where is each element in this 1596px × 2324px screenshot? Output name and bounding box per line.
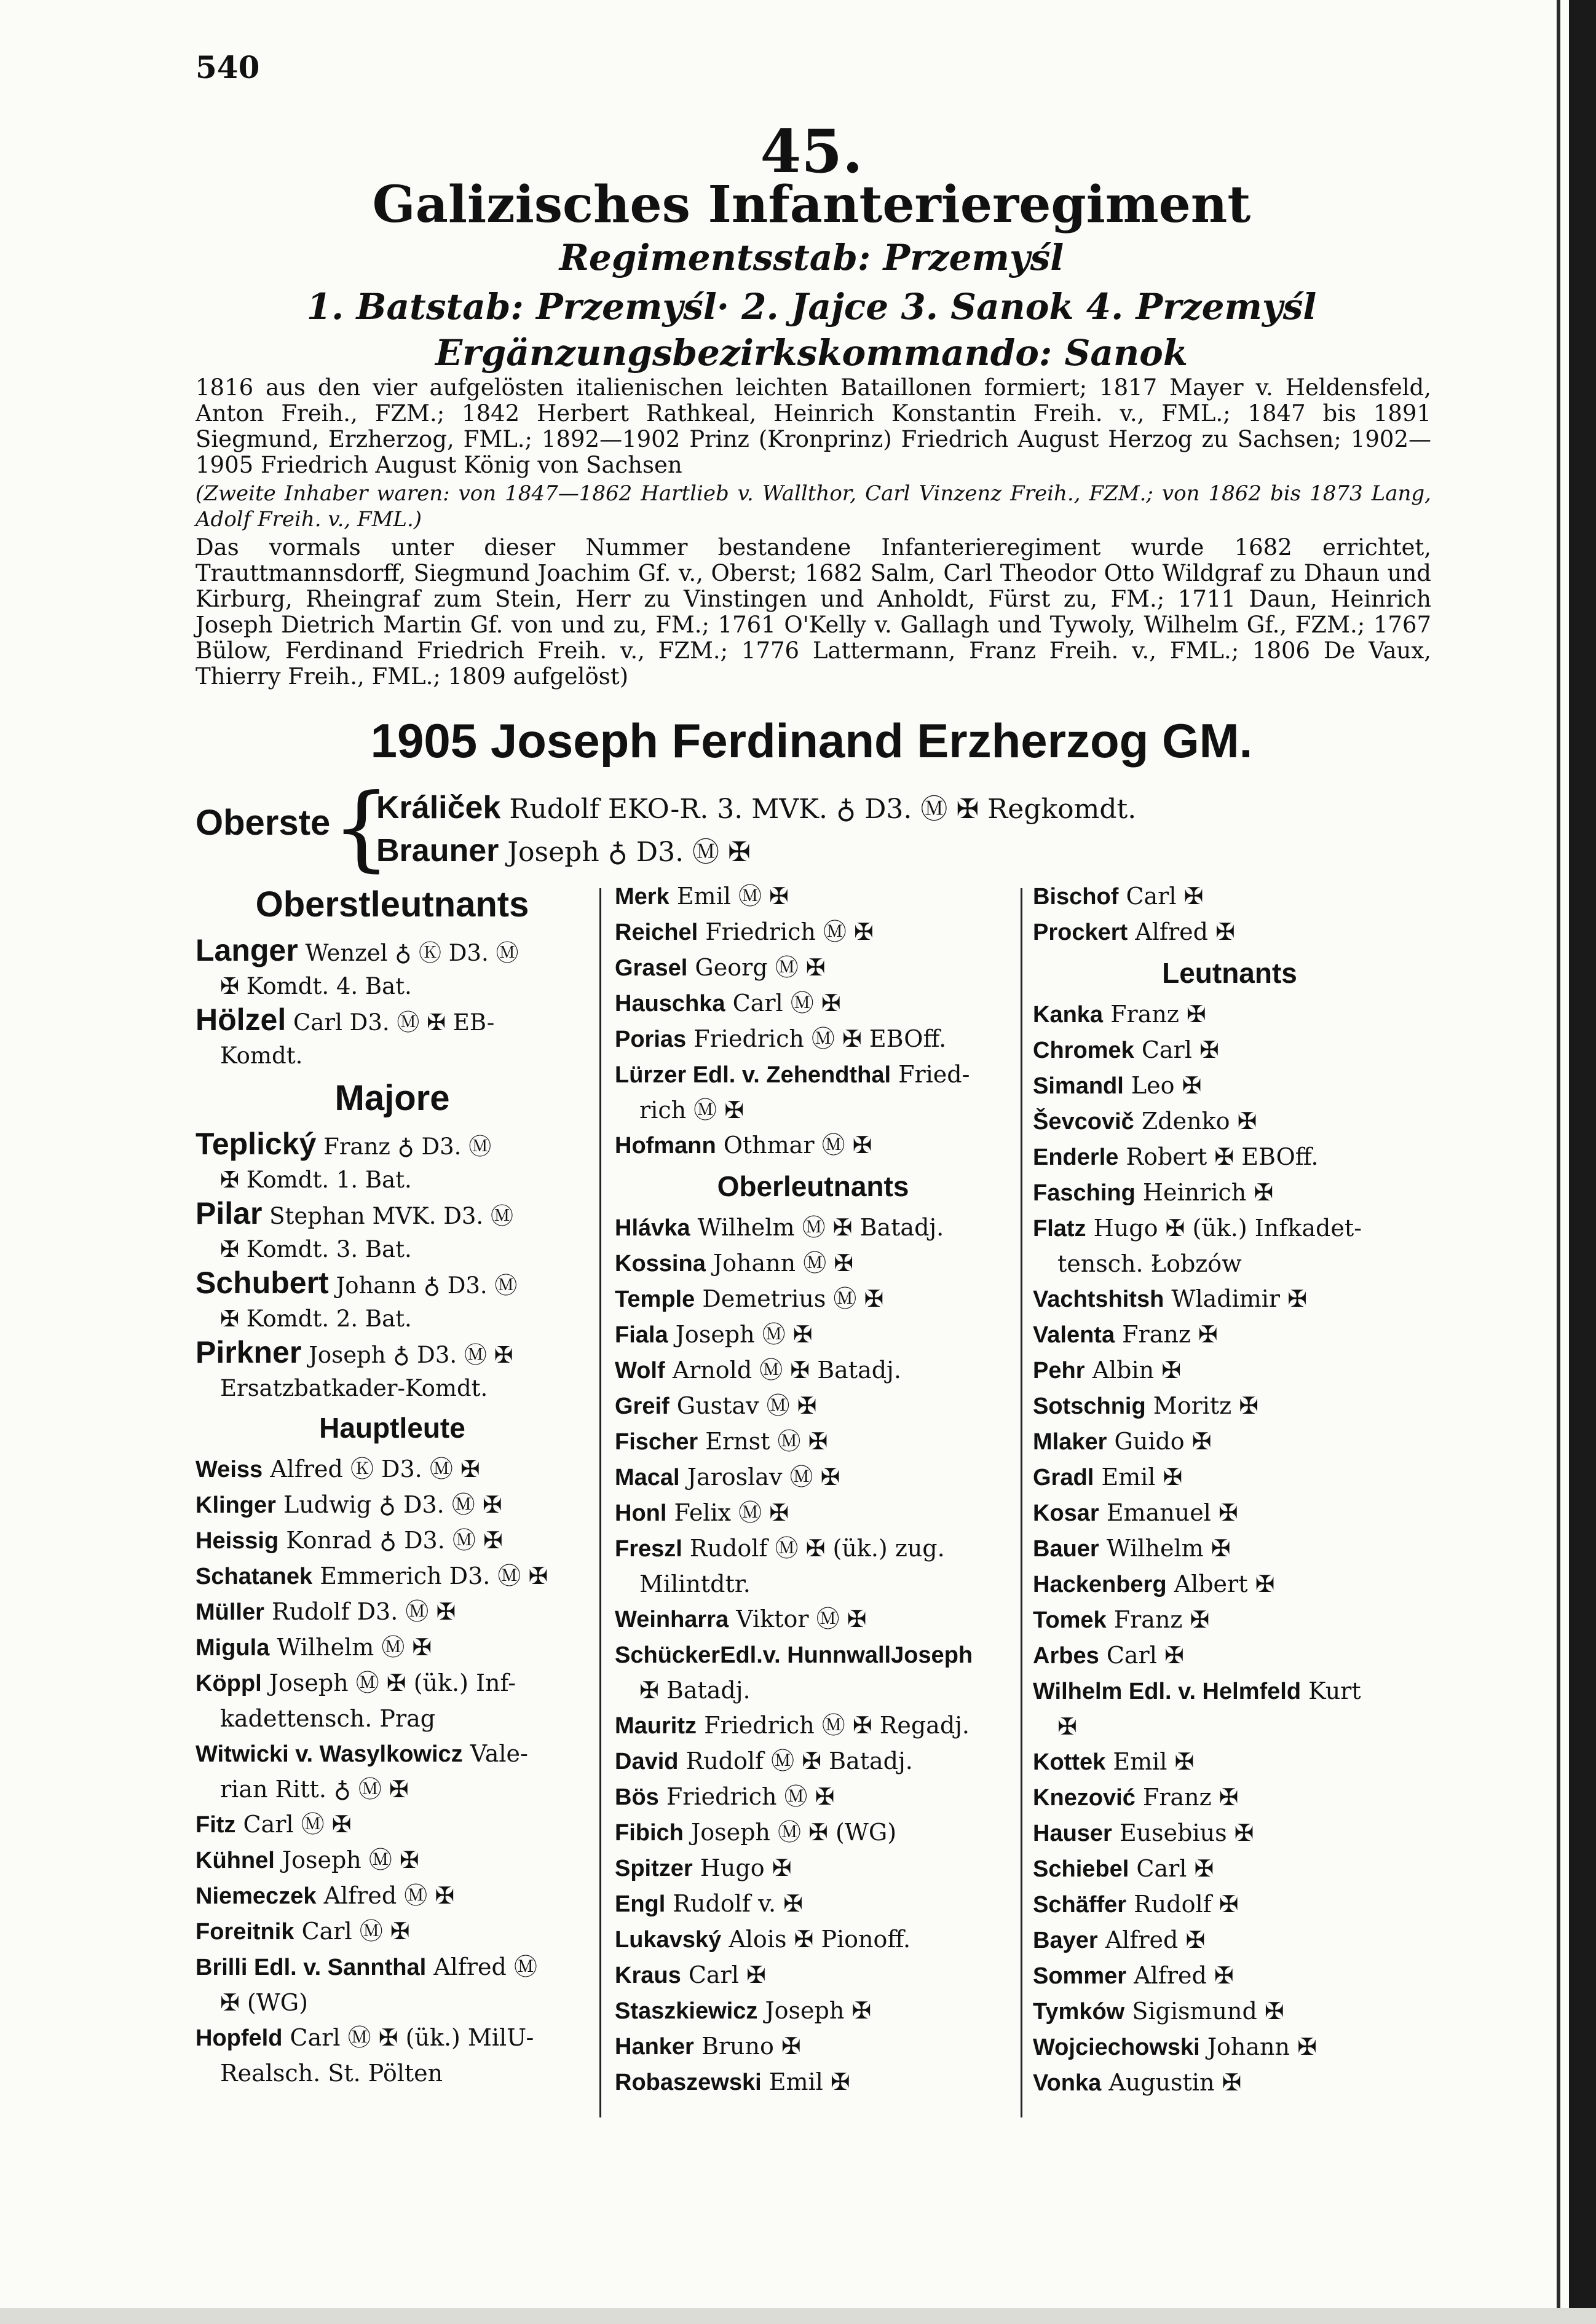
- officer-name: Wilhelm Edl. v. Helmfeld: [1033, 1679, 1302, 1704]
- roster-entry: [1033, 1531, 1426, 1567]
- officer-details: Georg Ⓜ ✠: [695, 954, 826, 981]
- officer-details: Felix Ⓜ ✠: [674, 1499, 789, 1526]
- roster-entry: [615, 1531, 1011, 1602]
- current-inhaber: 1905 Joseph Ferdinand Erzherzog GM.: [370, 714, 1253, 768]
- officer-details-continued: kadettensch. Prag: [220, 1705, 436, 1732]
- officer-details: Emmerich D3. Ⓜ ✠: [320, 1562, 548, 1589]
- roster-entry: [1033, 1638, 1426, 1674]
- officer-name: Kanka: [1033, 1002, 1104, 1028]
- roster-entry: [615, 1460, 1011, 1495]
- roster-entry: [1033, 1958, 1426, 1994]
- officer-details-continued: ✠ Komdt. 4. Bat.: [220, 973, 412, 999]
- officer-details: Emil ✠: [768, 2068, 850, 2095]
- roster-entry: [196, 1336, 589, 1405]
- officer-details: Demetrius Ⓜ ✠: [702, 1285, 884, 1312]
- roster-entry: [1033, 1567, 1426, 1602]
- roster-entry: [615, 1958, 1011, 1993]
- officer-name: Schiebel: [1033, 1856, 1129, 1882]
- roster-entry: [615, 1779, 1011, 1815]
- roster-entry: [196, 1914, 589, 1950]
- roster-entry: [615, 1424, 1011, 1460]
- officer-name: Valenta: [1033, 1322, 1115, 1348]
- roster-entry: [615, 1353, 1011, 1388]
- officer-name: Vachtshitsh: [1033, 1286, 1164, 1312]
- roster-entry: [1033, 1353, 1426, 1388]
- section-heading-leutnants: Leutnants: [1162, 957, 1297, 989]
- roster-entry: [196, 1127, 589, 1197]
- officer-name: Enderle: [1033, 1144, 1119, 1170]
- brace-icon: {: [332, 774, 391, 881]
- officer-details: Hugo ✠: [700, 1854, 792, 1881]
- officer-details: Joseph Ⓜ ✠: [282, 1846, 419, 1873]
- officer-details-continued: rich Ⓜ ✠: [639, 1097, 745, 1124]
- officer-details: Fried-: [898, 1061, 970, 1088]
- officer-details: Emil Ⓜ ✠: [676, 883, 789, 910]
- officer-name: Hofmann: [615, 1133, 716, 1159]
- officer-name: SchückerEdl.v. HunnwallJoseph: [615, 1642, 973, 1668]
- roster-entry: [196, 1878, 589, 1914]
- roster-entry: [615, 1637, 1011, 1708]
- officer-details: Carl ✠: [1136, 1855, 1214, 1882]
- officer-details: Franz ✠: [1122, 1321, 1218, 1348]
- officer-details: Gustav Ⓜ ✠: [676, 1392, 817, 1419]
- roster-entry: [196, 1843, 589, 1878]
- officer-name: Hackenberg: [1033, 1572, 1167, 1597]
- column-3: [1033, 879, 1426, 2101]
- roster-entry: [615, 1282, 1011, 1317]
- officer-name: Heissig: [196, 1528, 279, 1554]
- officer-name: Robaszewski: [615, 2070, 762, 2095]
- history-zweite-inhaber: (Zweite Inhaber waren: von 1847—1862 Hartlieb v. Wallthor, Carl Vinzenz Freih., FZM.; von 1862 bis 1873 Lang, Adolf Freih. v., FML.): [196, 481, 1431, 532]
- roster-entry: [615, 986, 1011, 1022]
- officer-name: Hauser: [1033, 1821, 1112, 1846]
- officer-name: Bös: [615, 1784, 659, 1810]
- officer-details: Emanuel ✠: [1106, 1499, 1238, 1526]
- officer-details: Augustin ✠: [1108, 2069, 1242, 2096]
- roster-entry: [1033, 1780, 1426, 1816]
- regiment-number: 45.: [760, 117, 863, 186]
- officer-details: Sigismund ✠: [1132, 1998, 1284, 2025]
- roster-entry: [1033, 1674, 1426, 1744]
- roster-entry: [1033, 1744, 1426, 1780]
- officer-details-continued: tensch. Łobzów: [1057, 1250, 1242, 1277]
- roster-entry: [1033, 1033, 1426, 1068]
- officer-details: Eusebius ✠: [1119, 1819, 1254, 1846]
- officer-details: Carl ✠: [1126, 883, 1204, 910]
- officer-details: Franz ✠: [1110, 1001, 1206, 1028]
- officer-details: Rudolf Ⓜ ✠ Batadj.: [685, 1747, 913, 1775]
- officer-details: Alfred Ⓜ: [433, 1953, 537, 1980]
- roster-entry: [1033, 1140, 1426, 1175]
- officer-name: Prockert: [1033, 920, 1128, 945]
- officer-details: Zdenko ✠: [1141, 1108, 1257, 1135]
- officer-name: Pirkner: [196, 1335, 302, 1369]
- oberst-name: Králiček: [376, 790, 501, 825]
- roster-entry: [196, 934, 589, 1003]
- roster-entry: [615, 1210, 1011, 1246]
- officer-details: Johann ♁ D3. Ⓜ: [336, 1272, 518, 1299]
- officer-name: Flatz: [1033, 1216, 1086, 1242]
- officer-details: Alois ✠ Pionoff.: [729, 1926, 911, 1953]
- roster-entry: [1033, 1388, 1426, 1424]
- officer-name: Fischer: [615, 1429, 698, 1455]
- roster-entry: [196, 1523, 589, 1559]
- officer-details: Carl Ⓜ ✠ (ük.) MilU-: [290, 2024, 534, 2051]
- officer-name: Migula: [196, 1635, 270, 1661]
- roster-entry: [615, 950, 1011, 986]
- officer-details: Bruno ✠: [701, 2033, 801, 2060]
- officer-name: Macal: [615, 1465, 680, 1491]
- roster-entry: [615, 1886, 1011, 1922]
- officer-details-continued: ✠ Komdt. 3. Bat.: [220, 1236, 412, 1262]
- roster-entry: [615, 2065, 1011, 2100]
- roster-entry: [615, 1744, 1011, 1779]
- oberst-entry: [376, 830, 751, 869]
- officer-details: Joseph Ⓜ ✠: [675, 1321, 813, 1348]
- officer-details: Emil ✠: [1101, 1463, 1183, 1491]
- officer-name: Kühnel: [196, 1848, 275, 1873]
- officer-details: Rudolf D3. Ⓜ ✠: [272, 1598, 456, 1625]
- officer-name: Engl: [615, 1891, 666, 1917]
- roster-entry: [1033, 2030, 1426, 2065]
- officer-name: Freszl: [615, 1536, 682, 1562]
- ergaenzungsbezirk: Ergänzungsbezirkskommando: Sanok: [435, 332, 1188, 374]
- roster-entry: [1033, 879, 1426, 915]
- regimentsstab: Regimentsstab: Przemyśl: [559, 237, 1064, 278]
- column-divider: [1021, 888, 1022, 2117]
- officer-details: Friedrich Ⓜ ✠ EBOff.: [693, 1025, 947, 1052]
- officer-name: Wojciechowski: [1033, 2034, 1200, 2060]
- officer-details: Joseph ♁ D3. Ⓜ ✠: [309, 1342, 513, 1368]
- oberst-details: Rudolf EKO-R. 3. MVK. ♁ D3. Ⓜ ✠ Regkomdt.: [509, 794, 1137, 825]
- section-heading-hauptleute: Hauptleute: [319, 1412, 465, 1444]
- history-vormals: Das vormals unter dieser Nummer bestandene Infanterieregiment wurde 1682 errichtet, Trauttmannsdorff, Siegmund Joachim Gf. v., Oberst; 1682 Salm, Carl Theodor Otto Wildgraf zu Dhaun und Kirburg, Rheingraf zum Stein, Herr zu Vinstingen und Anholdt, Fürst zu, FM.; 1711 Daun, Heinrich Joseph Dietrich Martin Gf. von und zu, FM.; 1761 O'Kelly v. Gallagh und Tywoly, Wilhelm Gf., FZM.; 1767 Bülow, Ferdinand Friedrich Freih. v., FZM.; 1776 Lattermann, Franz Freih. v., FML.; 1806 De Vaux, Thierry Freih., FML.; 1809 aufgelöst): [196, 534, 1431, 690]
- officer-details: Carl ✠: [1106, 1642, 1184, 1669]
- roster-entry: [615, 1388, 1011, 1424]
- officer-details: Carl Ⓜ ✠: [301, 1918, 410, 1945]
- section-heading-oberleutnants: Oberleutnants: [717, 1170, 909, 1202]
- roster-entry: [196, 1594, 589, 1630]
- officer-details: Joseph Ⓜ ✠ (ük.) Inf-: [269, 1669, 516, 1696]
- roster-entry: [615, 1602, 1011, 1637]
- officer-details: Guido ✠: [1114, 1428, 1212, 1455]
- roster-entry: [615, 1708, 1011, 1744]
- officer-details: Ludwig ♁ D3. Ⓜ ✠: [283, 1491, 502, 1518]
- officer-name: Hölzel: [196, 1002, 286, 1037]
- officer-details: Joseph ✠: [765, 1997, 872, 2024]
- officer-name: Arbes: [1033, 1643, 1099, 1669]
- officer-details: Wilhelm Ⓜ ✠ Batadj.: [697, 1214, 944, 1241]
- officer-name: Bischof: [1033, 884, 1119, 910]
- roster-entry: [1033, 1104, 1426, 1140]
- officer-name: Müller: [196, 1599, 264, 1625]
- officer-details-continued: ✠ Batadj.: [639, 1677, 751, 1704]
- officer-name: Kosar: [1033, 1500, 1099, 1526]
- section-heading-oberstleutnants: Oberstleutnants: [255, 884, 529, 924]
- officer-details: Franz ✠: [1113, 1606, 1210, 1633]
- officer-name: Weinharra: [615, 1607, 729, 1633]
- officer-details: Alfred ✠: [1134, 1962, 1234, 1989]
- officer-name: Merk: [615, 884, 670, 910]
- officer-name: Grasel: [615, 955, 688, 981]
- roster-entry: [1033, 1851, 1426, 1887]
- officer-details: Heinrich ✠: [1142, 1179, 1274, 1206]
- officer-details-continued: ✠ Komdt. 2. Bat.: [220, 1306, 412, 1332]
- roster-entry: [1033, 1175, 1426, 1211]
- scan-edge-bottom: [0, 2308, 1596, 2324]
- roster-entry: [615, 1815, 1011, 1851]
- officer-details: Leo ✠: [1131, 1072, 1202, 1099]
- roster-entry: [615, 1128, 1011, 1164]
- officer-details: Franz ♁ D3. Ⓜ: [323, 1133, 492, 1160]
- officer-name: Foreitnik: [196, 1919, 294, 1945]
- officer-details-continued: ✠ Komdt. 1. Bat.: [220, 1167, 412, 1193]
- officer-details: Jaroslav Ⓜ ✠: [687, 1463, 840, 1491]
- officer-name: Schäffer: [1033, 1892, 1127, 1918]
- roster-entry: [1033, 1460, 1426, 1495]
- oberste-label: Oberste: [196, 803, 331, 843]
- officer-details-continued: ✠ (WG): [220, 1989, 308, 2016]
- officer-name: Hanker: [615, 2034, 694, 2060]
- officer-details: Ernst Ⓜ ✠: [705, 1428, 828, 1455]
- officer-details: Friedrich Ⓜ ✠ Regadj.: [704, 1712, 970, 1739]
- officer-name: Bayer: [1033, 1928, 1098, 1953]
- officer-name: Kottek: [1033, 1749, 1106, 1775]
- officer-details: Alfred ✠: [1105, 1926, 1206, 1953]
- officer-name: Mauritz: [615, 1713, 697, 1739]
- roster-entry: [615, 879, 1011, 915]
- officer-details: Robert ✠ EBOff.: [1126, 1143, 1319, 1170]
- roster-entry: [1033, 1317, 1426, 1353]
- roster-entry: [1033, 1424, 1426, 1460]
- officer-details-continued: rian Ritt. ♁ Ⓜ ✠: [220, 1776, 409, 1803]
- roster-entry: [615, 1993, 1011, 2029]
- roster-entry: [1033, 1495, 1426, 1531]
- officer-name: Fiala: [615, 1322, 668, 1348]
- roster-entry: [196, 1197, 589, 1266]
- roster-entry: [1033, 915, 1426, 950]
- roster-entry: [196, 1736, 589, 1807]
- regiment-title: Galizisches Infanterieregiment: [372, 175, 1251, 234]
- roster-entry: [615, 1495, 1011, 1531]
- officer-name: Schatanek: [196, 1564, 313, 1589]
- officer-details: Friedrich Ⓜ ✠: [666, 1783, 835, 1810]
- officer-name: Lukavský: [615, 1927, 722, 1953]
- officer-name: Hopfeld: [196, 2025, 283, 2051]
- officer-name: Vonka: [1033, 2070, 1102, 2096]
- officer-details: Albin ✠: [1092, 1357, 1182, 1384]
- officer-details: Viktor Ⓜ ✠: [736, 1605, 867, 1633]
- officer-name: Fitz: [196, 1812, 236, 1838]
- officer-details-continued: Realsch. St. Pölten: [220, 2060, 443, 2087]
- roster-entry: [1033, 1282, 1426, 1317]
- roster-entry: [615, 915, 1011, 950]
- officer-details: Vale-: [470, 1740, 528, 1767]
- officer-name: Porias: [615, 1026, 687, 1052]
- officer-name: Mlaker: [1033, 1429, 1107, 1455]
- officer-name: Teplický: [196, 1127, 317, 1161]
- officer-details: Wilhelm ✠: [1106, 1535, 1231, 1562]
- officer-details-continued: Milintdtr.: [639, 1570, 751, 1597]
- column-2: [615, 879, 1011, 2100]
- officer-details-continued: ✠: [1057, 1713, 1077, 1740]
- officer-details: Rudolf Ⓜ ✠ (ük.) zug.: [689, 1535, 945, 1562]
- roster-entry: [196, 1950, 589, 2020]
- officer-details: Alfred ✠: [1135, 918, 1235, 945]
- officer-name: Langer: [196, 933, 298, 967]
- officer-name: Knezović: [1033, 1785, 1136, 1811]
- officer-details: Carl ✠: [688, 1961, 766, 1988]
- officer-name: Klinger: [196, 1492, 276, 1518]
- officer-details: Alfred Ⓚ D3. Ⓜ ✠: [270, 1455, 480, 1483]
- officer-details: Hugo ✠ (ük.) Infkadet-: [1093, 1215, 1362, 1242]
- officer-name: Lürzer Edl. v. Zehendthal: [615, 1062, 891, 1088]
- roster-entry: [196, 1666, 589, 1736]
- roster-entry: [196, 1807, 589, 1843]
- officer-details: Rudolf v. ✠: [673, 1890, 803, 1917]
- officer-details: Emil ✠: [1113, 1748, 1195, 1775]
- oberst-entry: [376, 787, 1136, 826]
- officer-details: Othmar Ⓜ ✠: [723, 1132, 872, 1159]
- officer-name: Chromek: [1033, 1038, 1134, 1063]
- officer-name: Sotschnig: [1033, 1393, 1146, 1419]
- officer-details: Carl ✠: [1141, 1036, 1219, 1063]
- officer-details: Moritz ✠: [1153, 1392, 1259, 1419]
- officer-details: Friedrich Ⓜ ✠: [705, 918, 874, 945]
- officer-details: Carl Ⓜ ✠: [732, 990, 841, 1017]
- roster-entry: [196, 1452, 589, 1487]
- roster-entry: [1033, 1887, 1426, 1923]
- officer-name: Gradl: [1033, 1465, 1094, 1491]
- officer-details: Albert ✠: [1174, 1570, 1275, 1597]
- scan-edge-right: [1569, 0, 1596, 2324]
- roster-entry: [1033, 1068, 1426, 1104]
- officer-name: Kraus: [615, 1963, 681, 1988]
- officer-details: Wilhelm Ⓜ ✠: [277, 1634, 432, 1661]
- officer-name: Pehr: [1033, 1358, 1085, 1384]
- officer-name: Hauschka: [615, 991, 725, 1017]
- officer-details: Carl Ⓜ ✠: [243, 1811, 352, 1838]
- officer-name: David: [615, 1749, 679, 1775]
- officer-name: Witwicki v. Wasylkowicz: [196, 1741, 463, 1767]
- officer-details-continued: Komdt.: [220, 1042, 303, 1069]
- roster-entry: [615, 1922, 1011, 1958]
- scan-edge-line: [1557, 0, 1560, 2324]
- officer-name: Simandl: [1033, 1073, 1124, 1099]
- roster-entry: [1033, 997, 1426, 1033]
- roster-entry: [196, 1003, 589, 1073]
- roster-entry: [615, 1022, 1011, 1057]
- roster-entry: [615, 1851, 1011, 1886]
- roster-entry: [1033, 1211, 1426, 1282]
- roster-entry: [196, 1266, 589, 1336]
- officer-name: Kossina: [615, 1251, 706, 1277]
- roster-entry: [615, 2029, 1011, 2065]
- history-inhaber: 1816 aus den vier aufgelösten italienischen leichten Bataillonen formiert; 1817 Mayer v. Heldensfeld, Anton Freih., FZM.; 1842 Herbert Rathkeal, Heinrich Konstantin Freih. v., FML.; 1847 bis 1891 Siegmund, Erzherzog, FML.; 1892—1902 Prinz (Kronprinz) Friedrich August Herzog zu Sachsen; 1902—1905 Friedrich August König von Sachsen: [196, 374, 1431, 478]
- officer-name: Hlávka: [615, 1215, 690, 1241]
- officer-name: Weiss: [196, 1457, 263, 1483]
- officer-name: Brilli Edl. v. Sannthal: [196, 1955, 427, 1980]
- officer-name: Tomek: [1033, 1607, 1107, 1633]
- roster-entry: [1033, 1994, 1426, 2030]
- officer-name: Ševcovič: [1033, 1109, 1134, 1135]
- officer-name: Pilar: [196, 1196, 263, 1231]
- roster-entry: [615, 1057, 1011, 1128]
- officer-details: Johann ✠: [1207, 2033, 1317, 2060]
- officer-name: Staszkiewicz: [615, 1998, 758, 2024]
- officer-details: Alfred Ⓜ ✠: [323, 1882, 455, 1909]
- officer-name: Fasching: [1033, 1180, 1136, 1206]
- officer-name: Fibich: [615, 1820, 684, 1846]
- officer-name: Honl: [615, 1500, 667, 1526]
- oberst-details: Joseph ♁ D3. Ⓜ ✠: [507, 837, 751, 868]
- officer-details: Carl D3. Ⓜ ✠ EB-: [293, 1009, 495, 1036]
- roster-entry: [1033, 1923, 1426, 1958]
- officer-name: Köppl: [196, 1671, 262, 1696]
- officer-details-continued: Ersatzbatkader-Komdt.: [220, 1375, 488, 1401]
- officer-details: Johann Ⓜ ✠: [713, 1250, 854, 1277]
- officer-name: Greif: [615, 1393, 670, 1419]
- officer-details: Franz ✠: [1142, 1784, 1239, 1811]
- column-1: [196, 879, 589, 2091]
- officer-name: Schubert: [196, 1266, 329, 1300]
- roster-entry: [1033, 1816, 1426, 1851]
- roster-entry: [196, 2020, 589, 2091]
- officer-name: Temple: [615, 1286, 695, 1312]
- batstab: 1. Batstab: Przemyśl· 2. Jajce 3. Sanok 4. Przemyśl: [306, 286, 1317, 328]
- officer-details: Rudolf ✠: [1134, 1891, 1239, 1918]
- roster-entry: [1033, 1602, 1426, 1638]
- officer-details: Joseph Ⓜ ✠ (WG): [690, 1819, 897, 1846]
- roster-entry: [615, 1246, 1011, 1282]
- officer-details: Kurt: [1308, 1677, 1361, 1704]
- officer-name: Bauer: [1033, 1536, 1099, 1562]
- officer-name: Sommer: [1033, 1963, 1127, 1989]
- page-number: 540: [196, 49, 260, 85]
- officer-details: Wladimir ✠: [1171, 1285, 1308, 1312]
- column-divider: [599, 888, 601, 2117]
- officer-details: Konrad ♁ D3. Ⓜ ✠: [286, 1527, 503, 1554]
- officer-name: Wolf: [615, 1358, 665, 1384]
- officer-name: Tymków: [1033, 1999, 1125, 2025]
- roster-entry: [196, 1630, 589, 1666]
- roster-entry: [615, 1317, 1011, 1353]
- officer-details: Arnold Ⓜ ✠ Batadj.: [672, 1357, 901, 1384]
- officer-name: Niemeczek: [196, 1883, 317, 1909]
- section-heading-majore: Majore: [334, 1078, 450, 1118]
- officer-name: Reichel: [615, 920, 698, 945]
- roster-entry: [196, 1487, 589, 1523]
- officer-name: Spitzer: [615, 1856, 693, 1881]
- officer-details: Wenzel ♁ Ⓚ D3. Ⓜ: [305, 940, 519, 966]
- oberst-name: Brauner: [376, 833, 499, 869]
- officer-details: Stephan MVK. D3. Ⓜ: [269, 1203, 513, 1229]
- roster-entry: [196, 1559, 589, 1594]
- roster-entry: [1033, 2065, 1426, 2101]
